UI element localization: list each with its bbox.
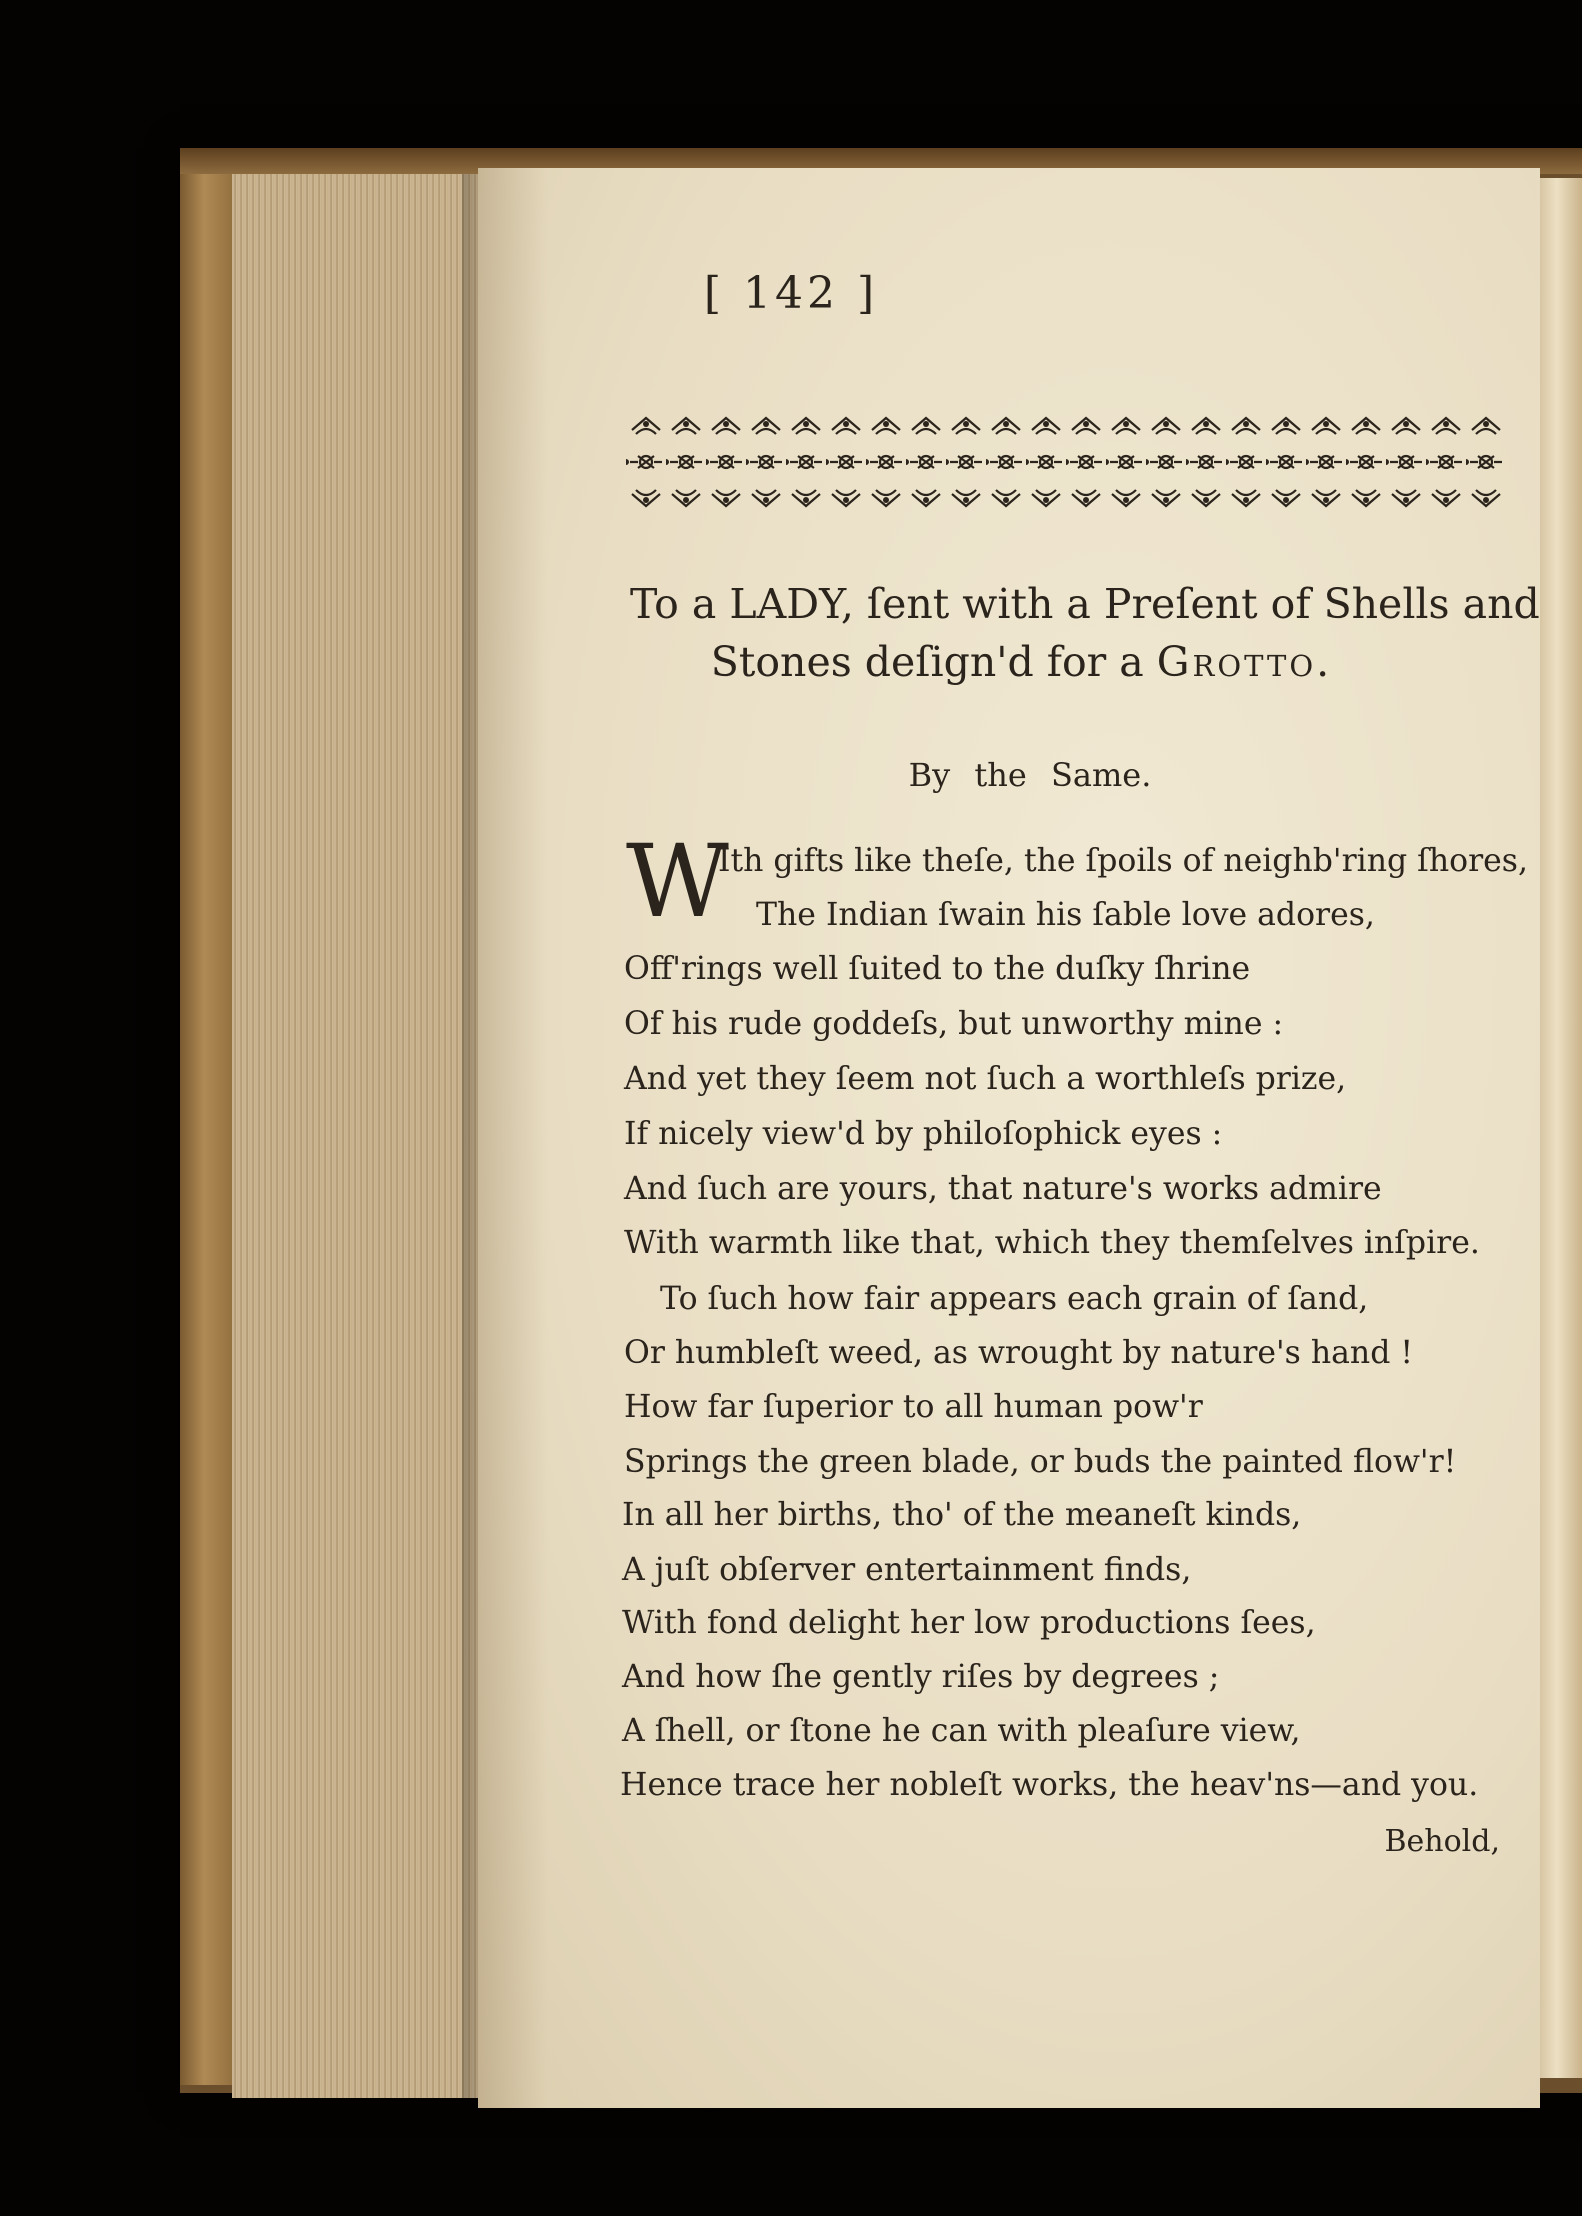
title-line2-prefix: Stones deſign'd for a — [710, 638, 1157, 686]
poem-line: And ſuch are yours, that nature's works admire — [624, 1171, 1382, 1207]
title-grotto: Grotto — [1156, 638, 1317, 686]
catchword: Behold, — [1384, 1824, 1500, 1859]
poem-line: Springs the green blade, or buds the painted flow'r! — [624, 1444, 1457, 1480]
poem-line: How far ſuperior to all human pow'r — [624, 1389, 1203, 1425]
poem-line: And how ſhe gently riſes by degrees ; — [622, 1659, 1220, 1695]
gutter-shadow — [478, 168, 548, 2108]
poem-line: A juſt obſerver entertainment finds, — [622, 1552, 1192, 1588]
poem-line: With fond delight her low productions ſees, — [622, 1605, 1316, 1641]
title-rest: ſent with a Preſent of Shells and — [866, 580, 1540, 628]
byline: By the Same. — [908, 756, 1152, 794]
title-prefix: To a LADY, — [630, 580, 867, 628]
drop-cap: W — [626, 823, 729, 940]
poem-line: The Indian ſwain his ſable love adores, — [756, 897, 1375, 933]
poem-line: And yet they ſeem not ſuch a worthleſs prize, — [624, 1061, 1347, 1097]
poem-line: If nicely view'd by philoſophick eyes : — [624, 1116, 1223, 1152]
poem-line: Hence trace her nobleſt works, the heav'ns—and you. — [620, 1767, 1479, 1803]
poem-line: Or humbleſt weed, as wrought by nature's hand ! — [624, 1335, 1414, 1371]
poem-line: With warmth like that, which they themſelves inſpire. — [624, 1225, 1480, 1261]
book-spine-edge — [180, 160, 240, 2085]
ornament-band — [626, 412, 1506, 512]
poem-line: To ſuch how fair appears each grain of ſand, — [660, 1281, 1369, 1317]
page-number: [ 142 ] — [703, 268, 879, 319]
poem-line: Of his rude goddeſs, but unworthy mine : — [624, 1006, 1284, 1042]
page-block-edges — [232, 168, 482, 2098]
poem-line: Ith gifts like theſe, the ſpoils of neighb'ring ſhores, — [718, 843, 1528, 879]
poem-line: Off'rings well ſuited to the duſky ſhrine — [624, 951, 1251, 987]
poem-line: A ſhell, or ſtone he can with pleaſure view, — [622, 1713, 1301, 1749]
title-line2-suffix: . — [1316, 638, 1330, 686]
poem-line: In all her births, tho' of the meaneſt kinds, — [622, 1497, 1302, 1533]
poem-title-line-2 — [630, 638, 1410, 686]
facing-page-edge — [1540, 178, 1582, 2078]
poem-title-line-1 — [630, 580, 1540, 628]
